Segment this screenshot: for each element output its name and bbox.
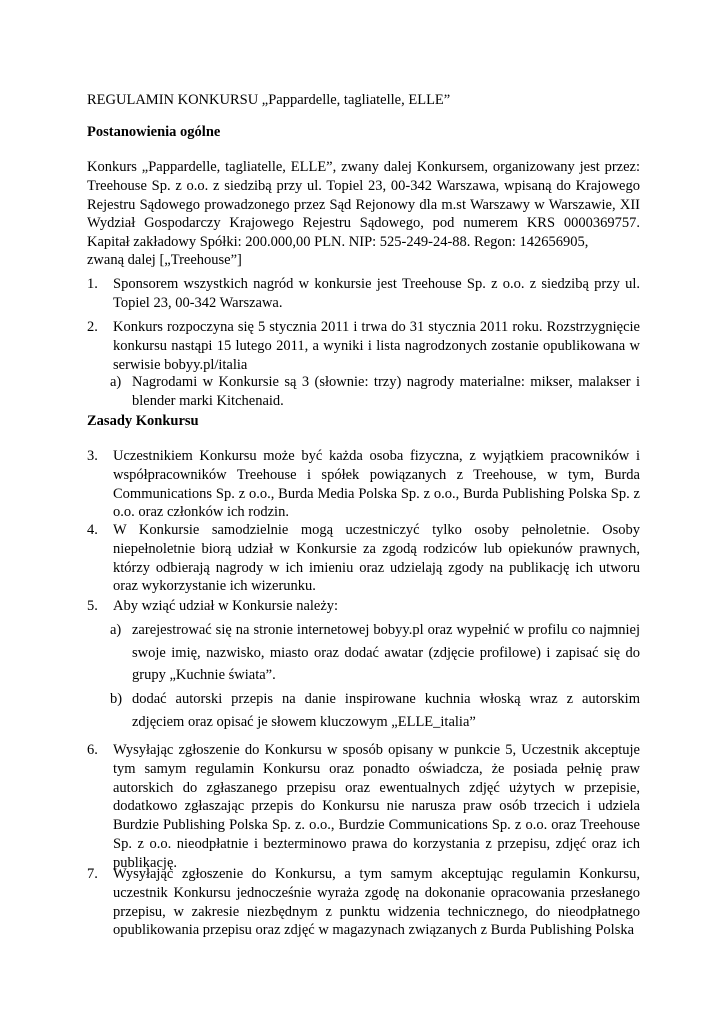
list-item	[87, 447, 640, 522]
list-item-text: Konkurs rozpoczyna się 5 stycznia 2011 i trwa do 31 stycznia 2011 roku. Rozstrzygnięcie konkursu nastąpi 15 lutego 2011, a wyniki i lista nagrodzonych zostanie opublikowana w serwisie bobyy.pl/italia	[113, 319, 640, 373]
list-item-text: Aby wziąć udział w Konkursie należy:	[113, 598, 339, 614]
sub-list-item	[110, 688, 640, 733]
list-item	[87, 597, 640, 616]
list-item-number: 5.	[87, 598, 98, 614]
section-heading-rules: Zasady Konkursu	[87, 413, 199, 429]
list-item-number: 3.	[87, 448, 98, 464]
sub-list-item-text: dodać autorski przepis na danie inspirowane kuchnia włoską wraz z autorskim zdjęciem oraz opisać je słowem kluczowym „ELLE_italia”	[132, 691, 640, 730]
document-title: REGULAMIN KONKURSU „Pappardelle, tagliatelle, ELLE”	[87, 92, 451, 108]
list-item-number: 6.	[87, 742, 98, 758]
list-item	[87, 275, 640, 313]
list-item-number: 2.	[87, 319, 98, 335]
list-item-text: Uczestnikiem Konkursu może być każda osoba fizyczna, z wyjątkiem pracowników i współpracowników Treehouse i spółek powiązanych z Treehouse, w tym, Burda Communications Sp. z o.o., Burda Media Polska Sp. z o.o., Burda Publishing Polska Sp. z o.o. oraz członków ich rodzin.	[113, 448, 640, 521]
list-item	[87, 521, 640, 596]
list-item-text: Wysyłając zgłoszenie do Konkursu, a tym samym akceptując regulamin Konkursu, uczestnik Konkursu jednocześnie wyraża zgodę na dokonanie opracowania przesłanego przepisu, w zakresie niezbędnym z punktu widzenia technicznego, do nieodpłatnego opublikowania przepisu oraz zdjęć w magazynach związanych z Burda Publishing Polska	[113, 866, 640, 939]
sub-list-item-letter: a)	[110, 374, 122, 390]
sub-list-item	[110, 619, 640, 687]
list-item	[87, 865, 640, 940]
sub-list-item-letter: b)	[110, 691, 123, 707]
sub-list-item-text: zarejestrować się na stronie internetowej bobyy.pl oraz wypełnić w profilu co najmniej swoje imię, nazwisko, miasto oraz dodać awatar (zdjęcie profilowe) i zapisać się do grupy „Kuchnie świata”.	[132, 622, 640, 683]
sub-list-item	[110, 373, 640, 411]
section-heading-general: Postanowienia ogólne	[87, 124, 221, 140]
intro-paragraph: Konkurs „Pappardelle, tagliatelle, ELLE”, zwany dalej Konkursem, organizowany jest przez: Treehouse Sp. z o.o. z siedzibą przy ul. Topiel 23, 00-342 Warszawa, wpisaną do Krajowego Rejestru Sądowego prowadzonego przez Sąd Rejonowy dla m.st Warszawy w Warszawie, XII Wydział Gospodarczy Krajowego Rejestru Sądowego, pod numerem KRS 0000369757. Kapitał zakładowy Spółki: 200.000,00 PLN. NIP: 525-249-24-88. Regon: 142656905,	[87, 159, 640, 251]
intro-last-line: zwaną dalej [„Treehouse”]	[87, 252, 242, 268]
list-item-number: 4.	[87, 522, 98, 538]
list-item-text: Sponsorem wszystkich nagród w konkursie jest Treehouse Sp. z o.o. z siedzibą przy ul. Topiel 23, 00-342 Warszawa.	[113, 276, 640, 311]
sub-list-item-text: Nagrodami w Konkursie są 3 (słownie: trzy) nagrody materialne: mikser, malakser i blender marki Kitchenaid.	[132, 374, 640, 409]
list-item-number: 1.	[87, 276, 98, 292]
list-item-number: 7.	[87, 866, 98, 882]
list-item	[87, 318, 640, 374]
list-item-text: Wysyłając zgłoszenie do Konkursu w sposób opisany w punkcie 5, Uczestnik akceptuje tym samym regulamin Konkursu oraz ponadto oświadcza, że posiada pełnię praw autorskich do zgłaszanego przepisu oraz ewentualnych zdjęć użytych w przepisie, dodatkowo zgłaszając przepis do Konkursu nie narusza praw osób trzecich i udziela Burdzie Publishing Polska Sp. z. o.o., Burdzie Communications Sp. z o.o. oraz Treehouse Sp. z o.o. nieodpłatnie i bezterminowo prawa do korzystania z przepisu, zdjęć oraz ich publikację.	[113, 742, 640, 871]
list-item-text: W Konkursie samodzielnie mogą uczestniczyć tylko osoby pełnoletnie. Osoby niepełnoletnie biorą udział w Konkursie za zgodą rodziców lub opiekunów prawnych, którzy odbierają nagrody w ich imieniu oraz udzielają zgody na publikację ich utworu oraz wykorzystanie ich wizerunku.	[113, 522, 640, 595]
list-item	[87, 741, 640, 873]
sub-list-item-letter: a)	[110, 622, 122, 638]
